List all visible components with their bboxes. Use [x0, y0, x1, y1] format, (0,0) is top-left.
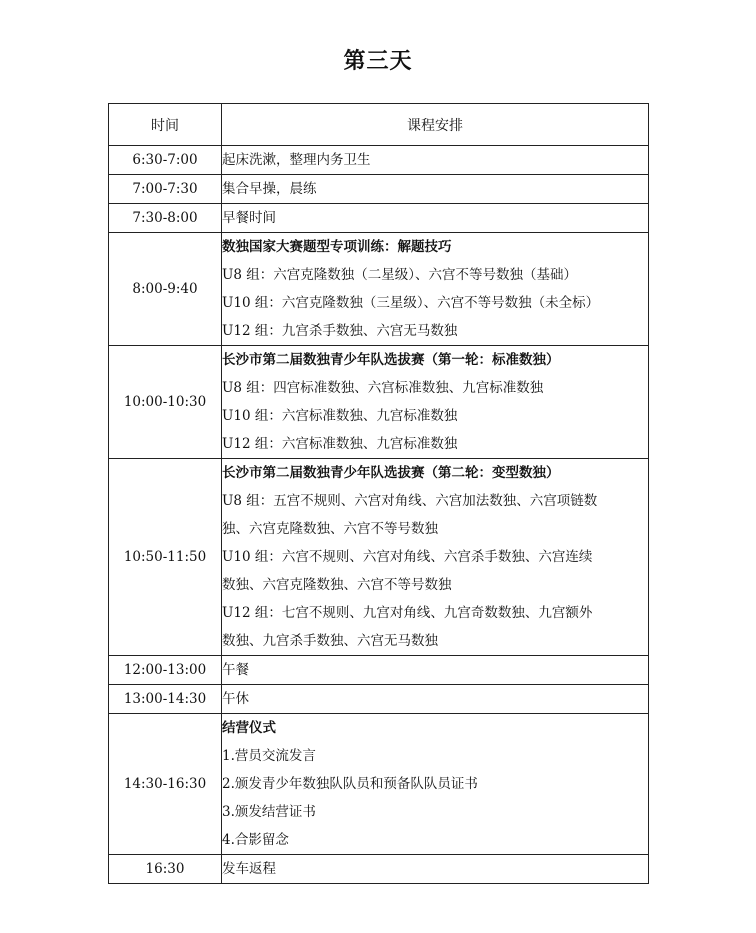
session-line: 集合早操，晨练	[222, 181, 317, 197]
schedule-table	[108, 103, 649, 884]
time-cell: 10:50-11:50	[109, 459, 222, 656]
content-cell	[222, 146, 649, 175]
table-row	[109, 685, 649, 714]
schedule-body	[109, 146, 649, 884]
session-line: 数独、九宫杀手数独、六宫无马数独	[222, 633, 438, 649]
session-line: U10 组：六宫标准数独、九宫标准数独	[222, 408, 458, 424]
time-cell: 12:00-13:00	[109, 656, 222, 685]
session-line: 3.颁发结营证书	[222, 804, 316, 820]
session-line: 午餐	[222, 662, 249, 678]
content-cell	[222, 656, 649, 685]
session-line: U12 组：六宫标准数独、九宫标准数独	[222, 436, 458, 452]
session-line: 午休	[222, 691, 249, 707]
session-line: 4.合影留念	[222, 832, 289, 848]
table-row	[109, 346, 649, 459]
table-row	[109, 714, 649, 855]
table-header-row	[109, 104, 649, 146]
table-row	[109, 175, 649, 204]
session-line: 数独、六宫克隆数独、六宫不等号数独	[222, 577, 452, 593]
session-line: 早餐时间	[222, 210, 276, 226]
session-line: U10 组：六宫不规则、六宫对角线、六宫杀手数独、六宫连续	[222, 549, 593, 565]
table-row	[109, 855, 649, 884]
session-heading: 结营仪式	[222, 720, 276, 736]
session-line: 起床洗漱，整理内务卫生	[222, 152, 371, 168]
session-line: 2.颁发青少年数独队队员和预备队队员证书	[222, 776, 478, 792]
session-heading: 长沙市第二届数独青少年队选拔赛（第二轮：变型数独）	[222, 465, 560, 481]
content-cell	[222, 685, 649, 714]
session-line: U12 组：七宫不规则、九宫对角线、九宫奇数数独、九宫额外	[222, 605, 593, 621]
session-heading: 数独国家大赛题型专项训练：解题技巧	[222, 239, 452, 255]
content-cell	[222, 204, 649, 233]
session-line: U8 组：六宫克隆数独（二星级）、六宫不等号数独（基础）	[222, 267, 578, 283]
time-cell: 6:30-7:00	[109, 146, 222, 175]
session-line: 1.营员交流发言	[222, 748, 316, 764]
content-cell	[222, 233, 649, 346]
time-cell: 7:30-8:00	[109, 204, 222, 233]
session-line: U8 组：四宫标准数独、六宫标准数独、九宫标准数独	[222, 380, 544, 396]
page-title: 第三天	[343, 48, 413, 74]
table-row	[109, 656, 649, 685]
table-row	[109, 233, 649, 346]
session-line: U10 组：六宫克隆数独（三星级）、六宫不等号数独（未全标）	[222, 295, 600, 311]
session-line: 发车返程	[222, 861, 276, 877]
time-cell: 14:30-16:30	[109, 714, 222, 855]
session-line: U12 组：九宫杀手数独、六宫无马数独	[222, 323, 458, 339]
time-cell: 7:00-7:30	[109, 175, 222, 204]
session-heading: 长沙市第二届数独青少年队选拔赛（第一轮：标准数独）	[222, 352, 560, 368]
table-row	[109, 146, 649, 175]
content-cell	[222, 855, 649, 884]
content-cell	[222, 714, 649, 855]
session-line: 独、六宫克隆数独、六宫不等号数独	[222, 521, 438, 537]
header-content: 课程安排	[222, 104, 649, 146]
time-cell: 13:00-14:30	[109, 685, 222, 714]
time-cell: 8:00-9:40	[109, 233, 222, 346]
time-cell: 10:00-10:30	[109, 346, 222, 459]
session-line: U8 组：五宫不规则、六宫对角线、六宫加法数独、六宫项链数	[222, 493, 598, 509]
table-row	[109, 204, 649, 233]
header-time: 时间	[109, 104, 222, 146]
time-cell: 16:30	[109, 855, 222, 884]
content-cell	[222, 175, 649, 204]
content-cell	[222, 346, 649, 459]
content-cell	[222, 459, 649, 656]
table-row	[109, 459, 649, 656]
